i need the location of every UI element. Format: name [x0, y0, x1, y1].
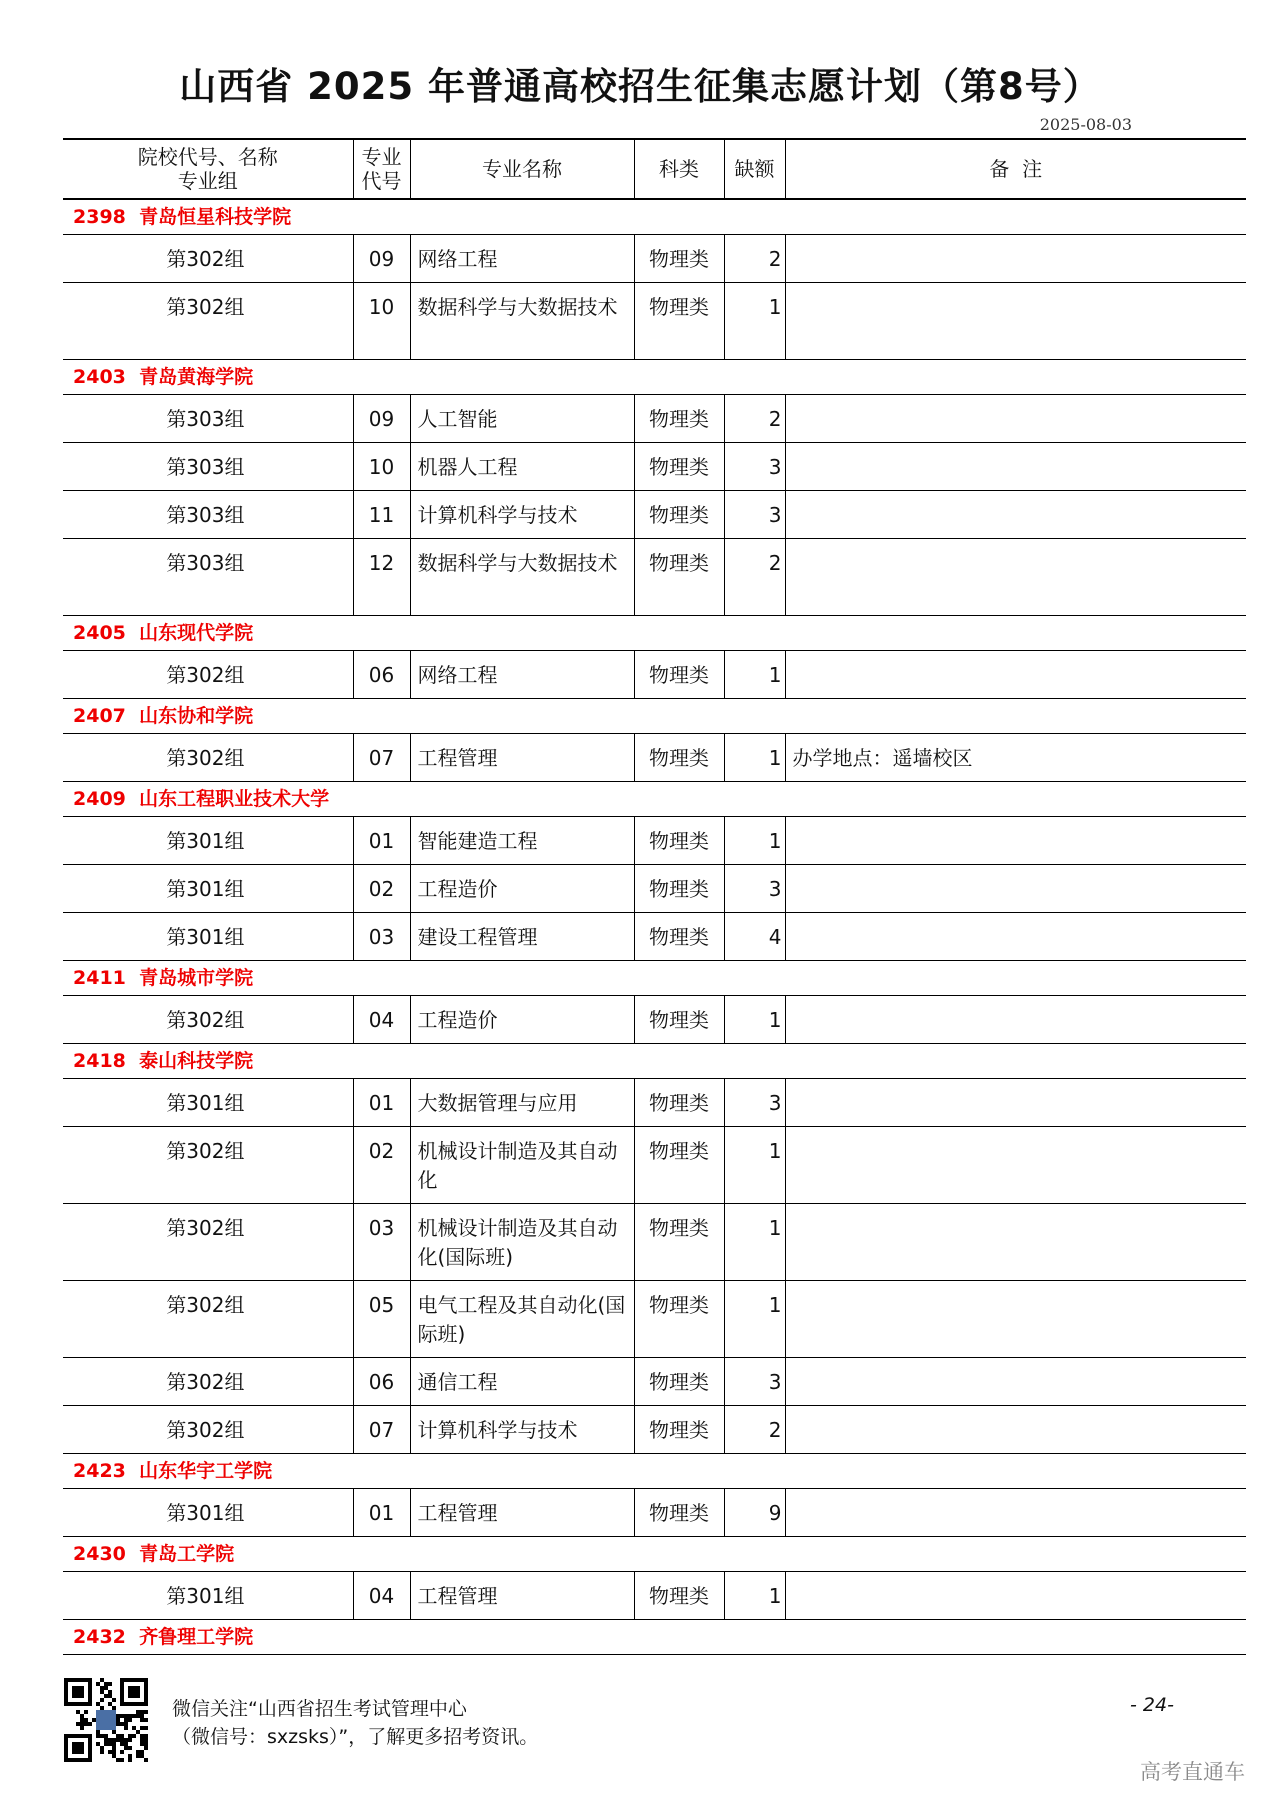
major-code-cell: 07	[353, 1406, 410, 1454]
major-code-cell: 12	[353, 539, 410, 616]
school-name: 2430 青岛工学院	[73, 1543, 235, 1565]
type-cell: 物理类	[634, 491, 724, 539]
school-name: 2418 泰山科技学院	[73, 1050, 254, 1072]
quota-cell: 1	[724, 1572, 785, 1620]
table-row	[63, 1127, 1246, 1204]
type-cell: 物理类	[634, 1358, 724, 1406]
major-name-cell: 工程造价	[410, 996, 634, 1044]
header-major-code	[353, 139, 410, 199]
note-cell	[785, 443, 1246, 491]
note-cell	[785, 1281, 1246, 1358]
school-row	[63, 782, 1246, 817]
major-name-cell: 工程造价	[410, 865, 634, 913]
major-code-cell: 10	[353, 283, 410, 360]
watermark: 高考直通车	[1140, 1760, 1245, 1784]
major-name-cell: 机械设计制造及其自动化	[410, 1127, 634, 1204]
type-cell: 物理类	[634, 651, 724, 699]
header-major-name: 专业名称	[410, 139, 634, 199]
type-cell: 物理类	[634, 1079, 724, 1127]
qr-code	[64, 1678, 148, 1762]
quota-cell: 3	[724, 491, 785, 539]
note-cell	[785, 1406, 1246, 1454]
note-cell	[785, 865, 1246, 913]
quota-cell: 1	[724, 996, 785, 1044]
type-cell: 物理类	[634, 539, 724, 616]
quota-cell: 3	[724, 865, 785, 913]
quota-cell: 2	[724, 395, 785, 443]
major-name-cell: 计算机科学与技术	[410, 491, 634, 539]
group-cell: 第302组	[63, 1204, 353, 1281]
group-cell: 第302组	[63, 734, 353, 782]
note-cell	[785, 395, 1246, 443]
note-cell: 办学地点：遥墙校区	[785, 734, 1246, 782]
table-row	[63, 235, 1246, 283]
type-cell: 物理类	[634, 913, 724, 961]
enrollment-plan-table	[63, 138, 1246, 1655]
major-name-cell: 数据科学与大数据技术	[410, 283, 634, 360]
type-cell: 物理类	[634, 817, 724, 865]
group-cell: 第301组	[63, 1079, 353, 1127]
table-row	[63, 817, 1246, 865]
major-code-cell: 01	[353, 1489, 410, 1537]
group-cell: 第302组	[63, 1358, 353, 1406]
type-cell: 物理类	[634, 1572, 724, 1620]
school-row	[63, 1454, 1246, 1489]
major-name-cell: 工程管理	[410, 1489, 634, 1537]
group-cell: 第303组	[63, 443, 353, 491]
major-name-cell: 网络工程	[410, 235, 634, 283]
quota-cell: 4	[724, 913, 785, 961]
table-row	[63, 996, 1246, 1044]
group-cell: 第302组	[63, 283, 353, 360]
major-code-cell: 03	[353, 1204, 410, 1281]
group-cell: 第303组	[63, 539, 353, 616]
major-code-cell: 09	[353, 395, 410, 443]
major-name-cell: 智能建造工程	[410, 817, 634, 865]
major-code-cell: 01	[353, 817, 410, 865]
page-number: - 24-	[1130, 1694, 1174, 1716]
quota-cell: 1	[724, 283, 785, 360]
table-row	[63, 1204, 1246, 1281]
table-row	[63, 539, 1246, 616]
type-cell: 物理类	[634, 1204, 724, 1281]
header-text: 院校代号、名称	[137, 145, 278, 169]
note-cell	[785, 651, 1246, 699]
major-code-cell: 02	[353, 865, 410, 913]
table-row	[63, 1358, 1246, 1406]
type-cell: 物理类	[634, 996, 724, 1044]
quota-cell: 1	[724, 1281, 785, 1358]
school-name: 2432 齐鲁理工学院	[73, 1626, 254, 1648]
note-cell	[785, 539, 1246, 616]
type-cell: 物理类	[634, 1127, 724, 1204]
quota-cell: 1	[724, 651, 785, 699]
major-code-cell: 06	[353, 1358, 410, 1406]
document-date: 2025-08-03	[1039, 115, 1132, 134]
major-code-cell: 01	[353, 1079, 410, 1127]
table-row	[63, 865, 1246, 913]
header-quota: 缺额	[724, 139, 785, 199]
major-name-cell: 电气工程及其自动化(国际班)	[410, 1281, 634, 1358]
major-name-cell: 建设工程管理	[410, 913, 634, 961]
group-cell: 第302组	[63, 235, 353, 283]
quota-cell: 2	[724, 539, 785, 616]
quota-cell: 3	[724, 1358, 785, 1406]
group-cell: 第303组	[63, 491, 353, 539]
major-code-cell: 04	[353, 996, 410, 1044]
school-name: 2407 山东协和学院	[73, 705, 254, 727]
quota-cell: 1	[724, 1204, 785, 1281]
major-name-cell: 计算机科学与技术	[410, 1406, 634, 1454]
group-cell: 第302组	[63, 1281, 353, 1358]
note-cell	[785, 817, 1246, 865]
group-cell: 第302组	[63, 996, 353, 1044]
major-code-cell: 04	[353, 1572, 410, 1620]
major-code-cell: 10	[353, 443, 410, 491]
major-code-cell: 02	[353, 1127, 410, 1204]
quota-cell: 2	[724, 1406, 785, 1454]
major-name-cell: 工程管理	[410, 734, 634, 782]
type-cell: 物理类	[634, 283, 724, 360]
major-name-cell: 工程管理	[410, 1572, 634, 1620]
note-cell	[785, 1572, 1246, 1620]
major-code-cell: 05	[353, 1281, 410, 1358]
major-code-cell: 09	[353, 235, 410, 283]
note-cell	[785, 491, 1246, 539]
table-row	[63, 1079, 1246, 1127]
group-cell: 第301组	[63, 817, 353, 865]
type-cell: 物理类	[634, 395, 724, 443]
table-row	[63, 283, 1246, 360]
table-header	[63, 139, 1246, 199]
quota-cell: 9	[724, 1489, 785, 1537]
group-cell: 第302组	[63, 1127, 353, 1204]
table-row	[63, 1406, 1246, 1454]
quota-cell: 1	[724, 734, 785, 782]
school-row	[63, 360, 1246, 395]
group-cell: 第301组	[63, 1572, 353, 1620]
header-text: 代号	[361, 169, 402, 193]
type-cell: 物理类	[634, 734, 724, 782]
major-code-cell: 06	[353, 651, 410, 699]
table-row	[63, 1572, 1246, 1620]
school-name: 2423 山东华宇工学院	[73, 1460, 273, 1482]
table-row	[63, 1281, 1246, 1358]
header-text: 专业	[361, 145, 402, 169]
group-cell: 第301组	[63, 865, 353, 913]
school-row	[63, 961, 1246, 996]
type-cell: 物理类	[634, 865, 724, 913]
group-cell: 第303组	[63, 395, 353, 443]
note-cell	[785, 1489, 1246, 1537]
type-cell: 物理类	[634, 1281, 724, 1358]
table-row	[63, 651, 1246, 699]
type-cell: 物理类	[634, 1489, 724, 1537]
school-name: 2403 青岛黄海学院	[73, 366, 254, 388]
school-name: 2405 山东现代学院	[73, 622, 254, 644]
header-note: 备 注	[785, 139, 1246, 199]
major-name-cell: 数据科学与大数据技术	[410, 539, 634, 616]
table-row	[63, 395, 1246, 443]
header-text: 专业组	[177, 169, 238, 193]
major-code-cell: 11	[353, 491, 410, 539]
table-row	[63, 443, 1246, 491]
footer-wechat-line1: 微信关注“山西省招生考试管理中心	[172, 1698, 467, 1720]
school-row	[63, 1044, 1246, 1079]
major-code-cell: 07	[353, 734, 410, 782]
type-cell: 物理类	[634, 1406, 724, 1454]
major-name-cell: 机械设计制造及其自动化(国际班)	[410, 1204, 634, 1281]
group-cell: 第302组	[63, 651, 353, 699]
major-name-cell: 人工智能	[410, 395, 634, 443]
school-row	[63, 616, 1246, 651]
type-cell: 物理类	[634, 443, 724, 491]
school-name: 2411 青岛城市学院	[73, 967, 254, 989]
group-cell: 第301组	[63, 1489, 353, 1537]
group-cell: 第302组	[63, 1406, 353, 1454]
page-title: 山西省 2025 年普通高校招生征集志愿计划（第8号）	[179, 65, 1101, 108]
note-cell	[785, 1079, 1246, 1127]
note-cell	[785, 283, 1246, 360]
quota-cell: 3	[724, 443, 785, 491]
school-row	[63, 199, 1246, 235]
major-name-cell: 大数据管理与应用	[410, 1079, 634, 1127]
table-row	[63, 491, 1246, 539]
major-code-cell: 03	[353, 913, 410, 961]
school-name: 2409 山东工程职业技术大学	[73, 788, 330, 810]
header-type: 科类	[634, 139, 724, 199]
note-cell	[785, 235, 1246, 283]
major-name-cell: 网络工程	[410, 651, 634, 699]
note-cell	[785, 913, 1246, 961]
note-cell	[785, 996, 1246, 1044]
header-school-group	[63, 139, 353, 199]
major-name-cell: 机器人工程	[410, 443, 634, 491]
footer-wechat-line2: （微信号：sxzsks）”，了解更多招考资讯。	[172, 1726, 539, 1748]
school-name: 2398 青岛恒星科技学院	[73, 206, 292, 228]
table-row	[63, 734, 1246, 782]
school-row	[63, 699, 1246, 734]
school-row	[63, 1620, 1246, 1655]
major-name-cell: 通信工程	[410, 1358, 634, 1406]
school-row	[63, 1537, 1246, 1572]
table-row	[63, 1489, 1246, 1537]
quota-cell: 3	[724, 1079, 785, 1127]
table-row	[63, 913, 1246, 961]
note-cell	[785, 1127, 1246, 1204]
quota-cell: 1	[724, 817, 785, 865]
group-cell: 第301组	[63, 913, 353, 961]
quota-cell: 2	[724, 235, 785, 283]
type-cell: 物理类	[634, 235, 724, 283]
quota-cell: 1	[724, 1127, 785, 1204]
note-cell	[785, 1204, 1246, 1281]
note-cell	[785, 1358, 1246, 1406]
